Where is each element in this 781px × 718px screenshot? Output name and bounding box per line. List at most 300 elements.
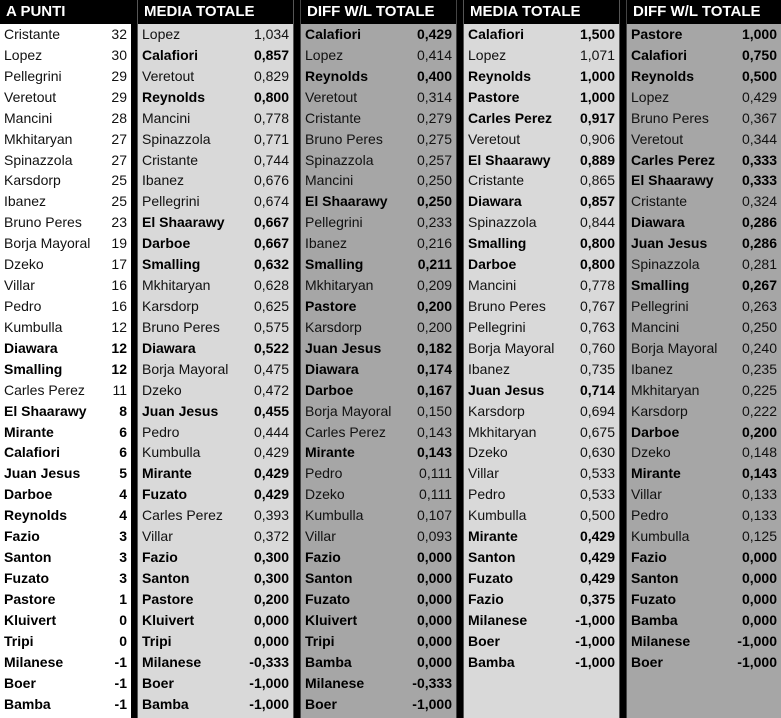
player-name: Veretout: [142, 67, 195, 84]
player-value: 0,676: [253, 172, 289, 189]
player-value: 0,300: [253, 549, 289, 566]
player-value: 0,735: [579, 360, 615, 377]
player-value: 0,286: [741, 214, 777, 231]
player-name: Boer: [142, 674, 174, 691]
column-media-totale-1: [137, 0, 294, 718]
player-value: 0,211: [417, 256, 452, 273]
player-row: [301, 275, 456, 296]
player-row: [138, 526, 293, 547]
player-name: Tripi: [305, 632, 335, 649]
player-value: 30: [111, 46, 127, 63]
player-row: [138, 589, 293, 610]
player-name: Pellegrini: [4, 67, 62, 84]
player-name: Kumbulla: [4, 318, 63, 335]
player-row: [627, 87, 781, 108]
player-name: Kluivert: [305, 611, 358, 628]
player-name: Fazio: [305, 549, 341, 566]
player-name: Spinazzola: [468, 214, 537, 231]
player-row: [301, 422, 456, 443]
player-value: 3: [119, 528, 127, 545]
player-name: Diawara: [468, 193, 522, 210]
player-value: 0,500: [579, 507, 615, 524]
player-name: Bruno Peres: [4, 214, 82, 231]
player-value: 0,233: [416, 214, 452, 231]
player-value: 0,472: [253, 381, 289, 398]
player-name: Tripi: [4, 632, 34, 649]
player-name: Villar: [468, 465, 499, 482]
player-name: Pastore: [631, 26, 683, 42]
player-name: Pellegrini: [631, 297, 689, 314]
player-value: 0,694: [579, 402, 615, 419]
player-value: 0,333: [741, 151, 777, 168]
player-name: Calafiori: [631, 46, 688, 63]
player-value: 0,393: [253, 507, 289, 524]
player-value: 0,107: [416, 507, 452, 524]
player-name: Mancini: [142, 109, 191, 126]
player-value: 23: [111, 214, 127, 231]
player-name: Borja Mayoral: [4, 235, 91, 252]
player-row: [301, 589, 456, 610]
player-value: 0,429: [416, 26, 452, 42]
player-name: Cristante: [4, 26, 61, 42]
player-name: Fazio: [631, 549, 667, 566]
player-name: Bruno Peres: [631, 109, 709, 126]
player-row: [627, 212, 781, 233]
player-value: 0,750: [741, 46, 777, 63]
player-value: 0,222: [741, 402, 777, 419]
player-value: 0,800: [253, 88, 289, 105]
player-value: 16: [111, 297, 127, 314]
player-name: Lopez: [631, 88, 670, 105]
player-value: 0,344: [741, 130, 777, 147]
player-value: 12: [111, 339, 127, 356]
player-row: [627, 45, 781, 66]
player-value: 0,744: [253, 151, 289, 168]
player-row: [464, 233, 619, 254]
player-row: [627, 108, 781, 129]
player-name: Mkhitaryan: [4, 130, 73, 147]
player-row: [627, 191, 781, 212]
player-value: 0,667: [253, 235, 289, 252]
player-row: [0, 317, 131, 338]
player-name: Borja Mayoral: [142, 360, 229, 377]
player-row: [464, 254, 619, 275]
player-value: 0,000: [253, 632, 289, 649]
player-value: 1: [119, 590, 127, 607]
player-name: Mkhitaryan: [468, 423, 537, 440]
player-row: [138, 631, 293, 652]
player-value: 28: [111, 109, 127, 126]
player-name: Darboe: [4, 486, 53, 503]
player-row: [301, 463, 456, 484]
player-row: [0, 191, 131, 212]
player-name: Kumbulla: [468, 507, 527, 524]
player-row: [464, 129, 619, 150]
player-name: Reynolds: [4, 507, 68, 524]
player-name: Cristante: [305, 109, 362, 126]
player-value: 0,800: [579, 256, 615, 273]
column-header: A PUNTI: [0, 0, 131, 24]
player-value: 0,714: [579, 381, 615, 398]
player-name: Smalling: [631, 277, 690, 294]
player-row: [464, 463, 619, 484]
player-name: Dzeko: [305, 486, 345, 503]
player-row: [138, 233, 293, 254]
player-value: 0,000: [416, 569, 452, 586]
player-row: [627, 380, 781, 401]
player-row: [627, 338, 781, 359]
player-name: Borja Mayoral: [468, 339, 555, 356]
player-value: 0,533: [579, 465, 615, 482]
player-value: -0,333: [249, 653, 289, 670]
player-name: Karsdorp: [631, 402, 688, 419]
player-row: [464, 212, 619, 233]
player-row: [0, 547, 131, 568]
player-value: 0,257: [416, 151, 452, 168]
player-value: 0,522: [253, 339, 289, 356]
player-name: Bamba: [305, 653, 352, 670]
player-name: Villar: [305, 528, 336, 545]
player-value: -1,000: [575, 611, 615, 628]
player-name: Veretout: [631, 130, 684, 147]
player-row: [301, 66, 456, 87]
player-row: [0, 589, 131, 610]
player-name: El Shaarawy: [142, 214, 225, 231]
player-row: [627, 652, 781, 673]
player-name: Darboe: [305, 381, 354, 398]
player-row: [627, 568, 781, 589]
player-name: Carles Perez: [4, 381, 85, 398]
player-row: [0, 442, 131, 463]
player-name: Kumbulla: [142, 444, 201, 461]
player-value: -1,000: [575, 632, 615, 649]
player-value: 0,324: [741, 193, 777, 210]
player-row: [627, 526, 781, 547]
player-value: 0,889: [579, 151, 615, 168]
player-row: [0, 631, 131, 652]
player-value: 29: [111, 88, 127, 105]
column-a-punti: [0, 0, 131, 718]
player-name: Pellegrini: [468, 318, 526, 335]
player-value: 0,250: [416, 193, 452, 210]
player-value: 0,906: [579, 130, 615, 147]
player-name: Darboe: [468, 256, 517, 273]
player-name: Calafiori: [468, 26, 525, 42]
player-row: [0, 233, 131, 254]
player-row: [301, 108, 456, 129]
player-value: 4: [119, 486, 127, 503]
player-row: [0, 24, 131, 45]
player-name: Mirante: [468, 528, 518, 545]
player-row: [301, 547, 456, 568]
player-value: 0,778: [579, 277, 615, 294]
player-row: [301, 129, 456, 150]
player-name: Calafiori: [4, 444, 61, 461]
player-value: 1,500: [579, 26, 615, 42]
column-header: MEDIA TOTALE: [138, 0, 293, 24]
player-value: 0,800: [579, 235, 615, 252]
player-value: 0,125: [741, 528, 777, 545]
player-name: Mkhitaryan: [305, 277, 374, 294]
player-name: Bruno Peres: [142, 318, 220, 335]
player-row: [138, 442, 293, 463]
player-value: 25: [111, 193, 127, 210]
player-row: [301, 296, 456, 317]
player-value: 0,000: [416, 611, 452, 628]
player-name: Bamba: [468, 653, 515, 670]
column-header: DIFF W/L TOTALE: [627, 0, 781, 24]
player-row: [0, 610, 131, 631]
player-row: [464, 191, 619, 212]
player-value: 0,216: [416, 235, 452, 252]
player-value: 0,240: [741, 339, 777, 356]
player-name: Smalling: [142, 256, 201, 273]
player-value: 1,000: [741, 26, 777, 42]
player-row: [301, 631, 456, 652]
player-value: 0,133: [741, 507, 777, 524]
player-name: Fuzato: [631, 590, 677, 607]
player-value: 0,235: [741, 360, 777, 377]
player-value: 0,375: [579, 590, 615, 607]
player-row: [464, 108, 619, 129]
player-name: Fuzato: [468, 569, 514, 586]
column-rows: [301, 24, 456, 714]
player-row: [627, 296, 781, 317]
player-row: [138, 108, 293, 129]
player-row: [138, 45, 293, 66]
player-name: Santon: [142, 569, 190, 586]
player-value: 0,333: [741, 172, 777, 189]
player-name: Milanese: [468, 611, 528, 628]
player-row: [138, 338, 293, 359]
player-value: 0,143: [416, 444, 452, 461]
player-row: [0, 170, 131, 191]
player-value: 0,429: [579, 528, 615, 545]
player-row: [464, 547, 619, 568]
player-name: Pastore: [142, 590, 194, 607]
player-value: 0,000: [741, 611, 777, 628]
player-name: Diawara: [142, 339, 196, 356]
player-row: [301, 694, 456, 715]
player-name: Milanese: [631, 632, 691, 649]
player-name: Karsdorp: [4, 172, 61, 189]
player-row: [464, 631, 619, 652]
player-row: [0, 212, 131, 233]
player-name: Santon: [305, 569, 353, 586]
player-row: [627, 463, 781, 484]
player-name: Lopez: [142, 26, 181, 42]
player-name: Reynolds: [631, 67, 695, 84]
player-name: Ibanez: [4, 193, 47, 210]
player-row: [0, 296, 131, 317]
player-name: Dzeko: [4, 256, 44, 273]
player-name: Veretout: [468, 130, 521, 147]
player-row: [0, 673, 131, 694]
player-row: [627, 129, 781, 150]
player-value: 4: [119, 507, 127, 524]
player-name: Mkhitaryan: [142, 277, 211, 294]
player-row: [464, 170, 619, 191]
player-row: [138, 87, 293, 108]
player-name: Veretout: [305, 88, 358, 105]
player-value: 0,630: [579, 444, 615, 461]
player-name: Pellegrini: [142, 193, 200, 210]
player-value: 0,455: [253, 402, 289, 419]
player-name: Fuzato: [305, 590, 351, 607]
player-row: [301, 380, 456, 401]
player-name: Ibanez: [468, 360, 511, 377]
player-name: Veretout: [4, 88, 57, 105]
player-row: [301, 338, 456, 359]
player-value: 0,372: [253, 528, 289, 545]
player-value: 0,286: [741, 235, 777, 252]
player-name: Diawara: [631, 214, 685, 231]
player-value: 0,632: [253, 256, 289, 273]
player-name: Lopez: [4, 46, 43, 63]
player-name: Ibanez: [305, 235, 348, 252]
player-row: [464, 338, 619, 359]
player-name: Borja Mayoral: [305, 402, 392, 419]
player-value: 3: [119, 549, 127, 566]
player-name: Villar: [142, 528, 173, 545]
player-row: [627, 359, 781, 380]
player-value: 0,675: [579, 423, 615, 440]
player-name: Pedro: [4, 297, 42, 314]
player-value: 0,200: [416, 297, 452, 314]
player-row: [627, 547, 781, 568]
player-value: 0,917: [579, 109, 615, 126]
player-row: [138, 254, 293, 275]
player-value: 0,182: [416, 339, 452, 356]
player-row: [464, 526, 619, 547]
player-row: [464, 24, 619, 45]
player-name: Ibanez: [631, 360, 674, 377]
player-row: [301, 150, 456, 171]
player-row: [138, 66, 293, 87]
player-row: [0, 87, 131, 108]
player-name: Calafiori: [305, 26, 362, 42]
player-row: [464, 610, 619, 631]
player-name: Diawara: [305, 360, 359, 377]
player-name: Reynolds: [142, 88, 206, 105]
player-name: Cristante: [142, 151, 199, 168]
player-name: Bamba: [142, 695, 189, 712]
player-name: Mancini: [468, 277, 517, 294]
player-value: 0,167: [416, 381, 452, 398]
player-name: Borja Mayoral: [631, 339, 718, 356]
player-row: [0, 45, 131, 66]
player-value: 0,771: [253, 130, 289, 147]
player-value: 0,263: [741, 297, 777, 314]
player-row: [627, 442, 781, 463]
player-value: 0,844: [579, 214, 615, 231]
player-row: [0, 505, 131, 526]
player-row: [464, 401, 619, 422]
player-value: 0,000: [253, 611, 289, 628]
player-value: 0,500: [741, 67, 777, 84]
player-value: -1,000: [737, 632, 777, 649]
player-value: 0,250: [741, 318, 777, 335]
player-row: [301, 317, 456, 338]
player-name: Ibanez: [142, 172, 185, 189]
player-value: 0,133: [741, 486, 777, 503]
player-value: 16: [111, 277, 127, 294]
player-row: [301, 652, 456, 673]
player-name: Karsdorp: [305, 318, 362, 335]
player-row: [138, 359, 293, 380]
player-row: [138, 505, 293, 526]
column-diff-wl-totale-2: [626, 0, 781, 718]
player-value: 0,150: [416, 402, 452, 419]
player-row: [138, 150, 293, 171]
player-name: Mkhitaryan: [631, 381, 700, 398]
player-name: Kumbulla: [631, 528, 690, 545]
player-name: Milanese: [305, 674, 365, 691]
player-row: [464, 150, 619, 171]
player-value: 0,760: [579, 339, 615, 356]
player-name: Pastore: [468, 88, 520, 105]
player-name: Fazio: [4, 528, 40, 545]
player-name: El Shaarawy: [468, 151, 551, 168]
player-row: [301, 233, 456, 254]
player-name: Juan Jesus: [4, 465, 81, 482]
player-row: [627, 275, 781, 296]
player-row: [627, 631, 781, 652]
player-value: 0,475: [253, 360, 289, 377]
player-name: Reynolds: [468, 67, 532, 84]
player-row: [627, 505, 781, 526]
player-row: [627, 589, 781, 610]
player-row: [627, 24, 781, 45]
player-row: [0, 338, 131, 359]
player-value: 0,865: [579, 172, 615, 189]
player-value: 0,111: [419, 486, 452, 503]
player-row: [627, 66, 781, 87]
player-value: 17: [111, 256, 127, 273]
player-value: 6: [119, 444, 127, 461]
player-value: 5: [119, 465, 127, 482]
player-row: [138, 191, 293, 212]
player-row: [301, 610, 456, 631]
player-value: 0,174: [416, 360, 452, 377]
player-value: 0,674: [253, 193, 289, 210]
player-row: [0, 463, 131, 484]
player-value: -1: [114, 653, 127, 670]
player-name: Mancini: [631, 318, 680, 335]
player-name: Boer: [468, 632, 500, 649]
player-value: 0,279: [416, 109, 452, 126]
player-value: 0,000: [416, 653, 452, 670]
player-name: Reynolds: [305, 67, 369, 84]
player-value: 0,000: [416, 590, 452, 607]
player-value: 0,778: [253, 109, 289, 126]
player-value: 0,400: [416, 67, 452, 84]
player-value: -1,000: [412, 695, 452, 712]
player-row: [0, 66, 131, 87]
player-row: [464, 66, 619, 87]
player-row: [627, 401, 781, 422]
player-name: Diawara: [4, 339, 58, 356]
player-name: Kluivert: [142, 611, 195, 628]
player-name: Karsdorp: [468, 402, 525, 419]
player-row: [0, 422, 131, 443]
player-row: [138, 212, 293, 233]
player-name: Lopez: [305, 46, 344, 63]
player-value: 0,314: [416, 88, 452, 105]
player-row: [138, 380, 293, 401]
player-row: [138, 652, 293, 673]
player-name: Calafiori: [142, 46, 199, 63]
